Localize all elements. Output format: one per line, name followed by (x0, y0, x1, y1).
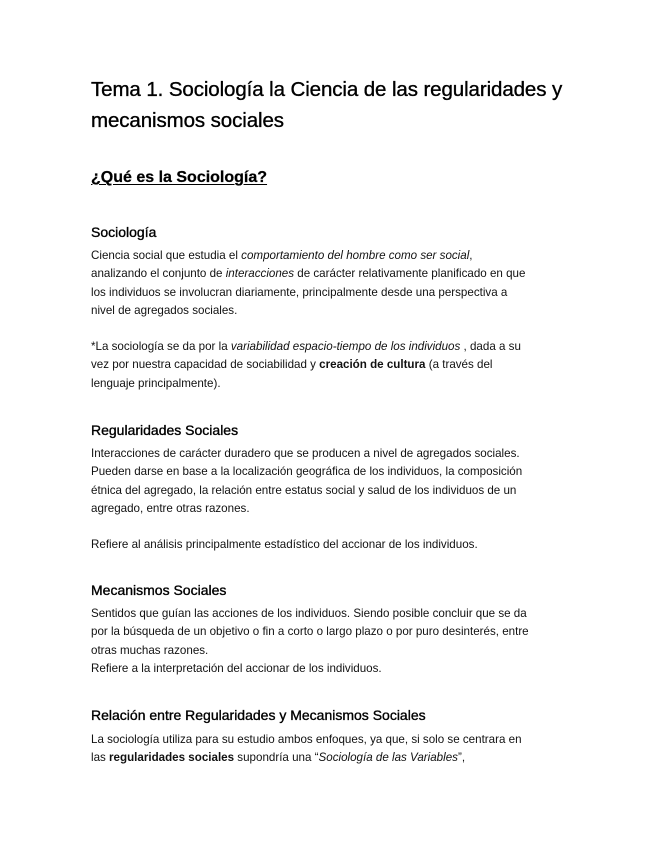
text-run: las (91, 751, 110, 765)
text-run-italic: interacciones (225, 267, 295, 281)
text-run-bold: regularidades sociales (109, 751, 235, 765)
text-run-italic: Sociología de las Variables (318, 751, 458, 765)
text-line: lenguaje principalmente). (91, 376, 221, 390)
text-line: Refiere al análisis principalmente estadístico del accionar de los individuos. (91, 538, 478, 551)
text-run: , dada a su (460, 340, 521, 353)
text-line (91, 338, 571, 356)
heading-sociologia: Sociología (91, 224, 157, 240)
heading-mecanismos-sociales: Mecanismos Sociales (91, 582, 227, 598)
text-line: Pueden darse en base a la localización geográfica de los individuos, la composición (91, 465, 523, 479)
heading-regularidades-sociales: Regularidades Sociales (91, 422, 239, 438)
text-run: , (469, 249, 473, 262)
text-run-italic: variabilidad espacio-tiempo de los individuos (230, 340, 461, 353)
text-line: étnica del agregado, la relación entre estatus social y salud de los individuos de un (91, 483, 517, 497)
heading-relacion-regularidades-mecanismos: Relación entre Regularidades y Mecanismos Sociales (91, 707, 426, 723)
document-subtitle: ¿Qué es la Sociología? (91, 169, 268, 186)
text-line: agregado, entre otras razones. (91, 502, 250, 516)
text-run: analizando el conjunto de (91, 267, 226, 281)
text-line (91, 356, 571, 374)
paragraph-regularidades-analysis (91, 536, 571, 554)
text-run-bold: creación de cultura (319, 358, 426, 372)
text-run: (a través del (425, 358, 493, 372)
text-run: de carácter relativamente planificado en que (294, 267, 526, 281)
text-run: ”, (457, 751, 466, 765)
text-line: otras muchas razones. (91, 643, 209, 657)
text-line: los individuos se involucran diariamente, principalmente desde una perspectiva a (91, 285, 508, 299)
document-title-line-2: mecanismos sociales (91, 109, 284, 132)
text-run: *La sociología se da por la (91, 340, 231, 353)
text-run: supondría una “ (234, 751, 319, 765)
text-run: vez por nuestra capacidad de sociabilidad y (91, 358, 320, 372)
text-line: Refiere a la interpretación del accionar de los individuos. (91, 662, 382, 676)
paragraph-sociologia-note (91, 338, 571, 393)
document-title-line-1: Tema 1. Sociología la Ciencia de las regularidades y (91, 78, 563, 101)
text-line: nivel de agregados sociales. (91, 304, 238, 318)
text-line: por la búsqueda de un objetivo o fin a corto o largo plazo o por puro desinterés, entre (91, 625, 529, 639)
text-line (91, 265, 571, 283)
document-title (91, 74, 591, 136)
paragraph-sociologia-definition (91, 247, 571, 321)
paragraph-relacion (91, 731, 571, 768)
text-line (91, 247, 571, 265)
text-run: Ciencia social que estudia el (91, 249, 242, 262)
text-line: Sentidos que guían las acciones de los individuos. Siendo posible concluir que se da (91, 607, 527, 620)
text-line (91, 749, 571, 767)
paragraph-regularidades-definition (91, 445, 571, 519)
text-line: Interacciones de carácter duradero que se producen a nivel de agregados sociales. (91, 447, 520, 460)
text-run-italic: comportamiento del hombre como ser social (241, 249, 470, 262)
text-line: La sociología utiliza para su estudio ambos enfoques, ya que, si solo se centrara en (91, 733, 522, 746)
paragraph-mecanismos-definition (91, 605, 571, 679)
